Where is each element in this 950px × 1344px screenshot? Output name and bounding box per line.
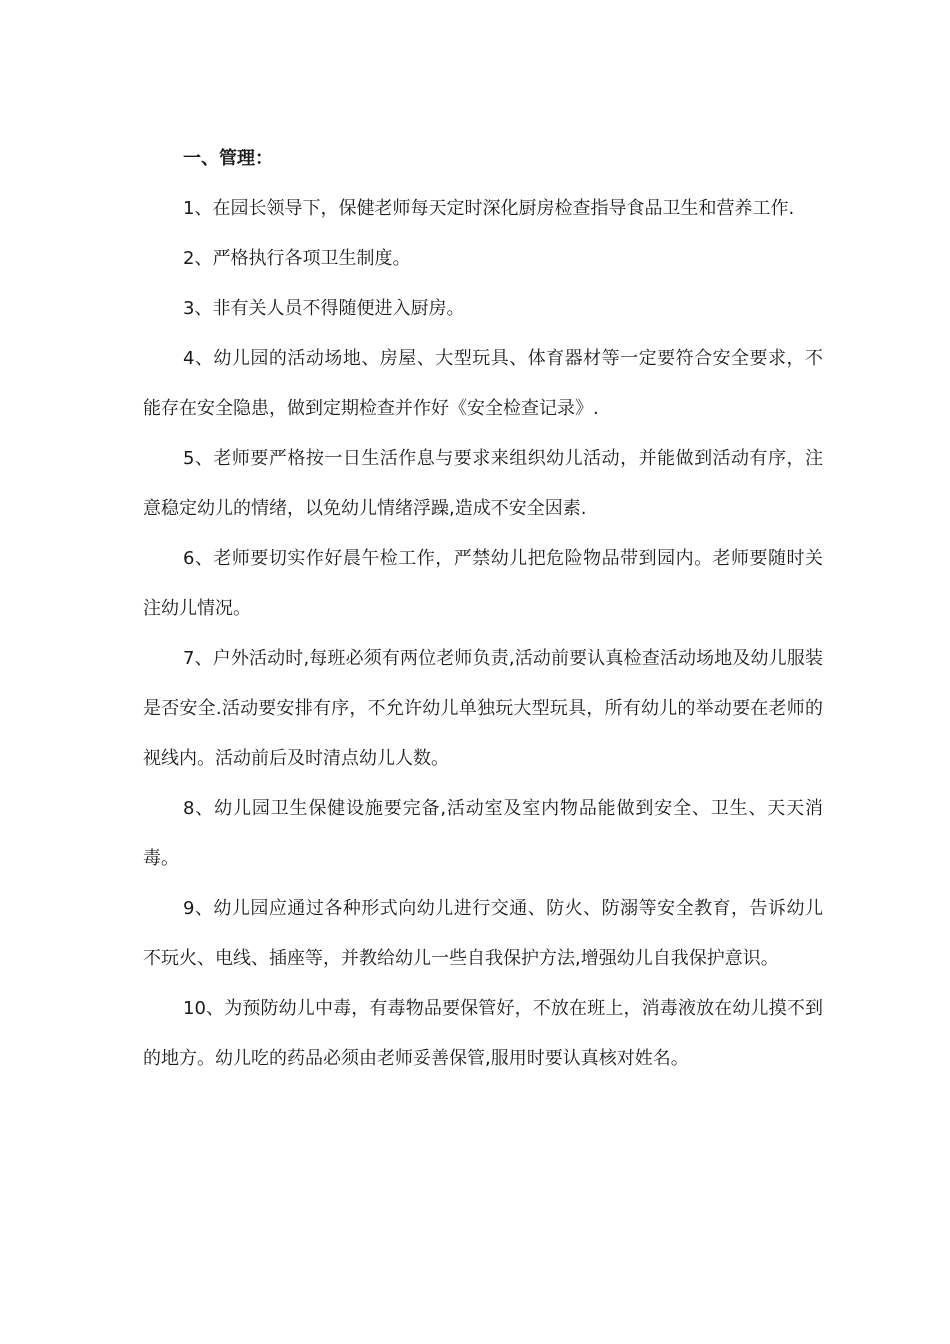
paragraph-4: 4、幼儿园的活动场地、房屋、大型玩具、体育器材等一定要符合安全要求，不能存在安全隐患，做到定期检查并作好《安全检查记录》. <box>143 348 823 419</box>
paragraph-9: 9、幼儿园应通过各种形式向幼儿进行交通、防火、防溺等安全教育，告诉幼儿不玩火、电线、插座等，并教给幼儿一些自我保护方法,增强幼儿自我保护意识。 <box>143 898 823 969</box>
paragraph-6: 6、老师要切实作好晨午检工作，严禁幼儿把危险物品带到园内。老师要随时关注幼儿情况。 <box>143 548 823 619</box>
paragraph-7: 7、户外活动时,每班必须有两位老师负责,活动前要认真检查活动场地及幼儿服装是否安全.活动要安排有序，不允许幼儿单独玩大型玩具，所有幼儿的举动要在老师的视线内。活动前后及时清点幼儿人数。 <box>143 648 823 769</box>
paragraph-5: 5、老师要严格按一日生活作息与要求来组织幼儿活动，并能做到活动有序，注意稳定幼儿的情绪，以免幼儿情绪浮躁,造成不安全因素. <box>143 448 823 519</box>
document-body <box>143 134 823 1084</box>
paragraph-10: 10、为预防幼儿中毒，有毒物品要保管好，不放在班上，消毒液放在幼儿摸不到的地方。幼儿吃的药品必须由老师妥善保管,服用时要认真核对姓名。 <box>143 998 823 1069</box>
section-heading: 一、管理： <box>183 148 273 169</box>
paragraph-3: 3、非有关人员不得随便进入厨房。 <box>183 298 465 319</box>
paragraph-1: 1、在园长领导下，保健老师每天定时深化厨房检查指导食品卫生和营养工作. <box>183 198 795 219</box>
paragraph-8: 8、幼儿园卫生保健设施要完备,活动室及室内物品能做到安全、卫生、天天消毒。 <box>143 798 823 869</box>
paragraph-2: 2、严格执行各项卫生制度。 <box>183 248 411 269</box>
